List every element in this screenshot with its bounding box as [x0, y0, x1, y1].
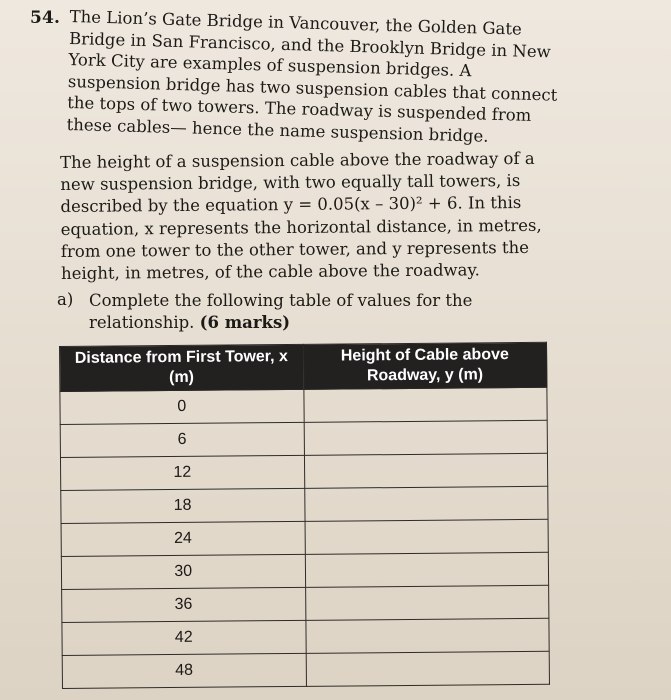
x-cell: 48	[62, 653, 306, 688]
question-description: The height of a suspension cable above the roadway of a new suspension bridge, with two equally tall towers, is described by the equation y = 0.05(x – 30)² + 6. In this equation, x represents the horizontal distance, in metres, from one tower to the other tower, and y represents the height, in metres, of the cable above the roadway.	[60, 148, 542, 284]
part-a-label: a)	[57, 290, 74, 309]
values-table-container	[59, 342, 550, 679]
table-row	[61, 552, 548, 589]
table-header-row	[60, 342, 547, 391]
y-cell[interactable]	[304, 420, 548, 455]
y-cell[interactable]	[303, 387, 547, 422]
table-row	[62, 618, 549, 655]
y-cell[interactable]	[304, 453, 548, 488]
part-a-text	[89, 290, 509, 334]
table-row	[60, 453, 547, 490]
y-cell[interactable]	[304, 486, 548, 521]
header-distance: Distance from First Tower, x (m)	[60, 344, 304, 391]
part-a-marks: (6 marks)	[199, 313, 291, 332]
y-cell[interactable]	[305, 585, 549, 620]
table-row	[62, 651, 549, 688]
table-row	[62, 585, 549, 622]
x-cell: 36	[62, 587, 306, 622]
question-number: 54.	[30, 8, 61, 28]
part-a-instruction: Complete the following table of values for the relationship.	[89, 291, 473, 332]
y-cell[interactable]	[305, 519, 549, 554]
table-row	[61, 486, 548, 523]
table-of-values	[59, 342, 550, 689]
header-height: Height of Cable above Roadway, y (m)	[303, 342, 547, 389]
table-row	[60, 387, 547, 424]
x-cell: 6	[60, 422, 304, 457]
x-cell: 18	[61, 488, 305, 523]
x-cell: 42	[62, 620, 306, 655]
y-cell[interactable]	[305, 618, 549, 653]
x-cell: 30	[61, 554, 305, 589]
table-row	[60, 420, 547, 457]
y-cell[interactable]	[306, 651, 550, 686]
x-cell: 24	[61, 521, 305, 556]
question-intro: The Lion’s Gate Bridge in Vancouver, the Golden Gate Bridge in San Francisco, and the Brooklyn Bridge in New York City are examples of suspension bridges. A suspension bridge has two suspension cables that connect the tops of two towers. The roadway is suspended from these cables— hence the name suspension bridge.	[66, 6, 558, 146]
y-cell[interactable]	[305, 552, 549, 587]
table-row	[61, 519, 548, 556]
x-cell: 0	[60, 389, 304, 424]
x-cell: 12	[60, 455, 304, 490]
